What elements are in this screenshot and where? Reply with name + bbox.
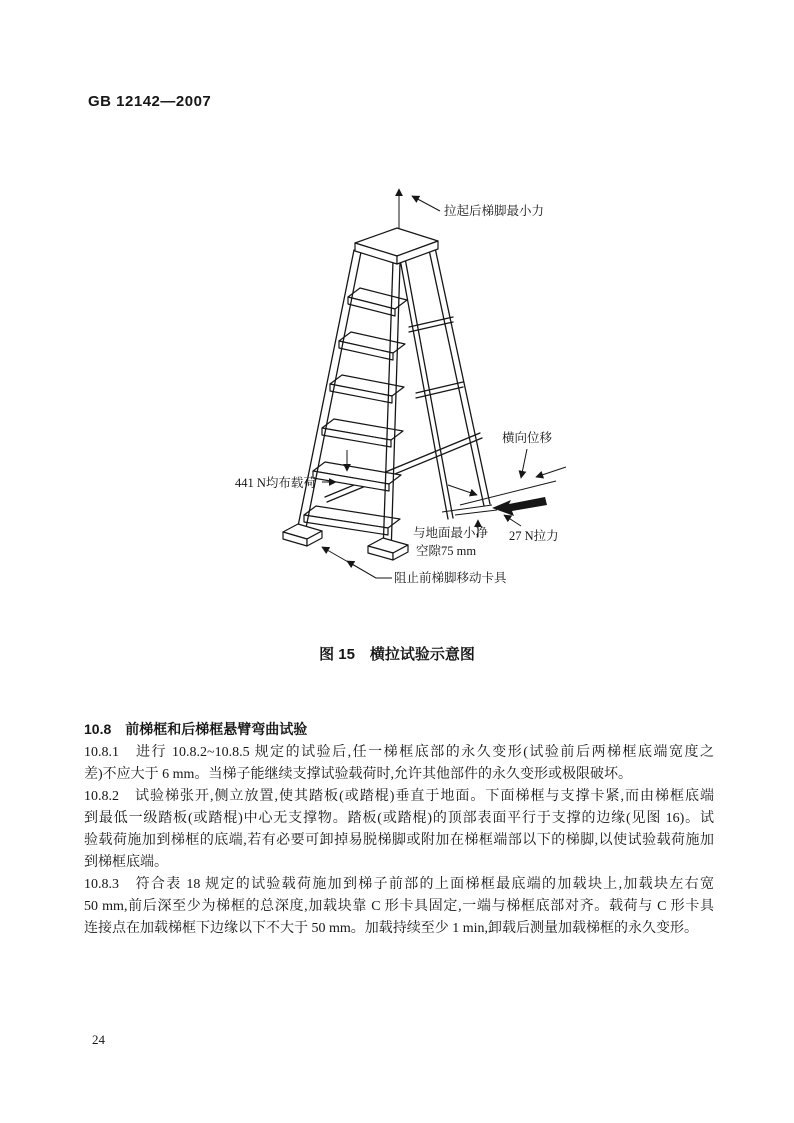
top-label-leader-arrow <box>412 196 440 211</box>
lateral-down-arrow <box>521 449 527 478</box>
front-right-foot <box>368 538 408 560</box>
ladder-test-diagram <box>0 175 794 620</box>
lateral-displacement-label: 横向位移 <box>502 431 553 445</box>
section-heading-10-8: 10.8 前梯框和后梯框悬臂弯曲试验 <box>84 721 308 737</box>
standard-code: GB 12142—2007 <box>88 93 212 110</box>
clearance-label-line2: 空隙75 mm <box>416 544 477 558</box>
body-text <box>84 718 714 940</box>
ground-line <box>442 505 492 512</box>
text-line: 到梯框底端。 <box>84 855 168 870</box>
distributed-load-label: 441 N均布载荷 <box>235 476 316 490</box>
text-line: 10.8.3 符合表 18 规定的试验载荷施加到梯子前部的上面梯框最底端的加载块上,加载块左右宽 <box>84 877 714 892</box>
pull-force-label: 27 N拉力 <box>509 529 559 543</box>
figure-caption: 图 15 横拉试验示意图 <box>319 646 475 663</box>
paragraph-10-8-3 <box>84 874 714 940</box>
displacement-arrow-left <box>448 485 477 495</box>
front-left-foot <box>283 524 322 546</box>
pull-force-arrow <box>492 497 547 516</box>
text-line: 差)不应大于 6 mm。当梯子能继续支撑试验载荷时,允许其他部件的永久变形或极限破坏。 <box>84 767 632 782</box>
page-number: 24 <box>92 1032 105 1047</box>
top-force-label: 拉起后梯脚最小力 <box>444 204 545 218</box>
pull-label-leader-arrow <box>504 515 521 526</box>
text-line: 10.8.1 进行 10.8.2~10.8.5 规定的试验后,任一梯框底部的永久变形(试验前后两梯框底端宽度之 <box>84 745 714 760</box>
ladder-steps <box>304 288 407 535</box>
clearance-label-line1: 与地面最小净 <box>413 526 489 540</box>
displacement-arrow-right <box>536 467 566 477</box>
text-line: 连接点在加载梯框下边缘以下不大于 50 mm。加载持续至少 1 min,卸载后测量加载梯框的永久变形。 <box>84 921 699 936</box>
rear-right-rail <box>428 243 490 506</box>
text-line: 50 mm,前后深至少为梯框的总深度,加载块靠 C 形卡具固定,一端与梯框底部对齐。载荷与 C 形卡具 <box>84 899 714 914</box>
ladder-top-cap <box>355 228 438 264</box>
clamp-leader-arrow-right <box>347 561 392 578</box>
clearance-ref-line <box>455 510 497 515</box>
text-line: 10.8.2 试验梯张开,侧立放置,使其踏板(或踏棍)垂直于地面。下面梯框与支撑卡紧,而由梯框底端 <box>84 789 714 804</box>
foot-clamp-label: 阻止前梯脚移动卡具 <box>394 571 507 585</box>
text-line: 验载荷施加到梯框的底端,若有必要可卸掉易脱梯脚或附加在梯框端部以下的梯脚,以使试验载荷施加 <box>84 833 714 848</box>
paragraph-10-8-2 <box>84 786 714 874</box>
paragraph-10-8-1 <box>84 742 714 786</box>
text-line: 到最低一级踏板(或踏棍)中心无支撑物。踏板(或踏棍)的顶部表面平行于支撑的边缘(见图 16)。试 <box>84 811 714 826</box>
